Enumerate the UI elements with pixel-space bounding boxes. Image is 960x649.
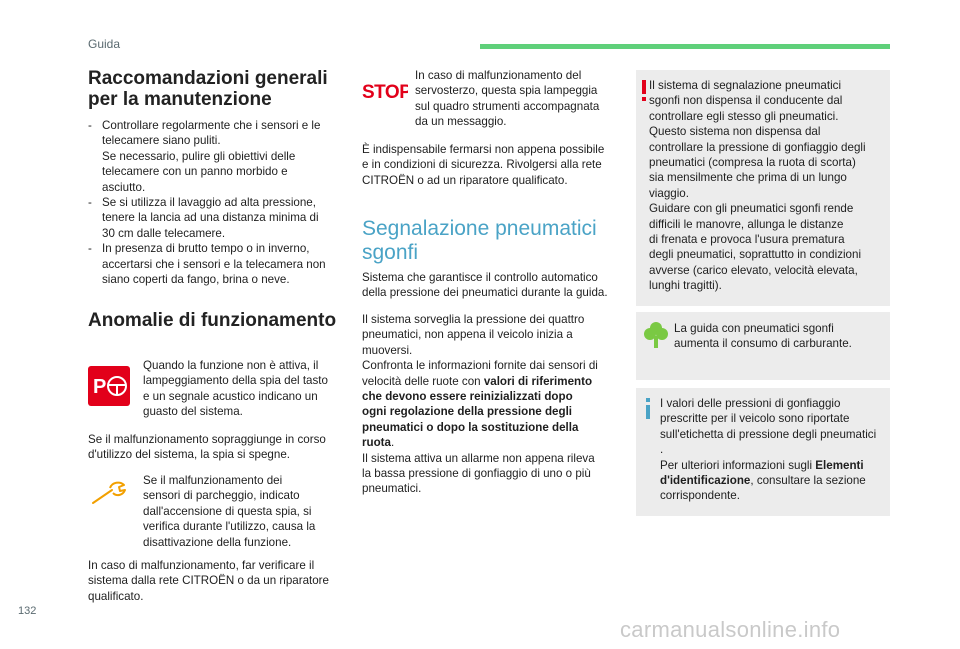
anomalies-title [88,310,358,331]
text-line: d'utilizzo del sistema, la spia si spegne. [88,448,290,462]
eco-note-text [674,321,884,352]
text-line: corrispondente. [660,489,740,503]
tyre-title-line1: Segnalazione pneumatici [362,217,597,240]
text-line: Quando la funzione non è attiva, il [143,359,319,372]
anomalies-title-text: Anomalie di funzionamento [88,310,337,331]
text-line: pneumatici (compresa la ruota di scorta) [649,156,856,170]
text-line-bold: ogni regolazione della pressione degli [362,405,573,419]
text-line: verifica durante l'utilizzo, causa la [143,520,316,534]
list-dash: - [88,196,92,210]
text-line: disattivazione della funzione. [143,535,292,549]
stop-warning-icon [362,80,408,102]
text-line: In caso di malfunzionamento del [415,69,582,82]
text-line: Confronta le informazioni fornite dai sensori di [362,359,598,373]
text-line: I valori delle pressioni di gonfiaggio [660,397,841,410]
list-line: telecamere siano puliti. [102,134,221,148]
text-line-bold: che devono essere reinizializzati dopo [362,390,573,404]
text-line: Il sistema attiva un allarme non appena rileva [362,451,595,465]
fault-paragraph [88,432,348,463]
text-line: sul quadro strumenti accompagnata [415,99,600,113]
text-line: e in condizioni di sicurezza. Rivolgersi alla rete [362,158,602,172]
text-line: In caso di malfunzionamento, far verificare il [88,559,315,572]
text-line: . [660,443,664,457]
text-run: velocità delle ruote con [362,374,484,388]
text-line: la bassa pressione di gonfiaggio di uno o più [362,467,591,481]
header-rule [480,44,890,49]
text-line: pneumatici, non appena il veicolo inizia a [362,328,573,342]
stop-label: STOP [362,82,408,102]
list-dash: - [88,119,92,132]
text-line: controllare egli stesso gli pneumatici. [649,109,839,123]
text-line: muoversi. [362,343,413,357]
text-line: CITROËN o ad un riparatore qualificato. [362,173,568,187]
text-run: . [390,436,395,450]
text-line: di frenata e provoca l'usura prematura [649,233,845,247]
text-line: La guida con pneumatici sgonfi [674,322,834,335]
page-number: 132 [18,605,37,617]
text-line: Guidare con gli pneumatici sgonfi rende [649,202,854,216]
list-line: telecamere con un panno morbido e [102,165,288,179]
text-line: dall'accensione di questa spia, si [143,504,312,518]
text-run-bold: d'identificazione [660,474,751,488]
park-assist-warning-icon [88,366,130,406]
tyre-title-line2: sgonfi [362,241,419,264]
list-line: In presenza di brutto tempo o in inverno, [102,242,310,256]
tyre-warning-box [636,70,890,306]
text-line: pneumatici. [362,482,422,496]
list-line: Se necessario, pulire gli obiettivi delle [102,149,296,163]
list-dash: - [88,242,92,256]
park-assist-warning-text [143,358,343,420]
text-line: sia mensilmente che prima di un lungo [649,171,847,185]
text-line: Questo sistema non dispensa dal [649,125,821,139]
list-line: accertarsi che i sensori e la telecamera non [102,257,326,271]
text-line: prescritte per il veicolo sono riportate [660,412,850,426]
text-run-bold: ruota [362,436,391,450]
wrench-text [143,473,343,550]
eco-tree-icon [644,320,668,350]
text-line: della pressione dei pneumatici durante la guida. [362,286,608,300]
list-line: asciutto. [102,180,146,194]
text-line: qualificato. [88,589,144,603]
text-run: Per ulteriori informazioni sugli [660,458,816,472]
tyre-monitor-paragraph [362,312,624,497]
list-item [88,118,348,195]
eco-note-box [636,312,890,380]
text-line: sistema dalla rete CITROËN o da un riparatore [88,574,329,588]
list-item [88,241,348,287]
text-line: Il sistema di segnalazione pneumatici [649,79,842,92]
text-line: lunghi tragitti). [649,279,722,293]
exclamation-icon [640,80,648,102]
tyre-warning-text [649,78,889,294]
text-line: degli pneumatici, soprattutto in condizioni [649,248,862,262]
text-line: È indispensabile fermarsi non appena possibile [362,143,605,156]
section-label: Guida [88,37,121,51]
svg-text:P: P [93,376,107,398]
list-item [88,195,348,241]
list-line: 30 cm dalle telecamere. [102,226,226,240]
text-line: lampeggiamento della spia del tasto [143,374,328,388]
text-line: Se il malfunzionamento sopraggiunge in corso [88,433,326,446]
list-line: tenere la lancia ad una distanza minima di [102,211,319,225]
info-note-text [660,396,886,504]
check-paragraph [88,558,350,604]
text-line: sensori di parcheggio, indicato [143,489,300,503]
text-line: difficili le manovre, allunga le distanze [649,217,844,231]
text-line: servosterzo, questa spia lampeggia [415,84,598,98]
text-line: guasto del sistema. [143,405,243,419]
tyre-title [362,217,624,265]
text-line: Se il malfunzionamento dei [143,474,283,487]
text-line: avverse (carico elevato, velocità elevata, [649,263,858,277]
text-line: sull'etichetta di pressione degli pneumatici [660,427,877,441]
maintenance-title [88,68,348,110]
text-line: controllare la pressione di gonfiaggio degli [649,140,866,154]
watermark: carmanualsonline.info [620,617,841,642]
text-run: , consultare la sezione [750,474,866,488]
list-line: Controllare regolarmente che i sensori e le [102,119,321,132]
list-line: Se si utilizza il lavaggio ad alta pressione, [102,196,316,210]
wrench-icon [90,478,130,508]
text-line: viaggio. [649,186,689,200]
text-line: da un messaggio. [415,115,507,129]
maintenance-title-line2: per la manutenzione [88,89,272,110]
text-run-bold: Elementi [815,458,864,472]
maintenance-list [88,118,348,287]
text-line: e un segnale acustico indicano un [143,389,318,403]
text-line: aumenta il consumo di carburante. [674,337,852,351]
info-note-box [636,388,890,516]
stop-paragraph [362,142,624,188]
maintenance-title-line1: Raccomandazioni generali [88,68,328,89]
text-line-bold: pneumatici o dopo la sostituzione della [362,420,579,434]
tyre-intro-paragraph [362,270,624,301]
list-line: siano coperti da fango, brina o neve. [102,273,290,287]
text-line: Sistema che garantisce il controllo automatico [362,271,598,284]
stop-text [415,68,615,130]
text-line: Il sistema sorveglia la pressione dei quattro [362,313,585,326]
text-line: sgonfi non dispensa il conducente dal [649,94,843,108]
text-run-bold: valori di riferimento [483,374,593,388]
info-icon [644,398,652,420]
